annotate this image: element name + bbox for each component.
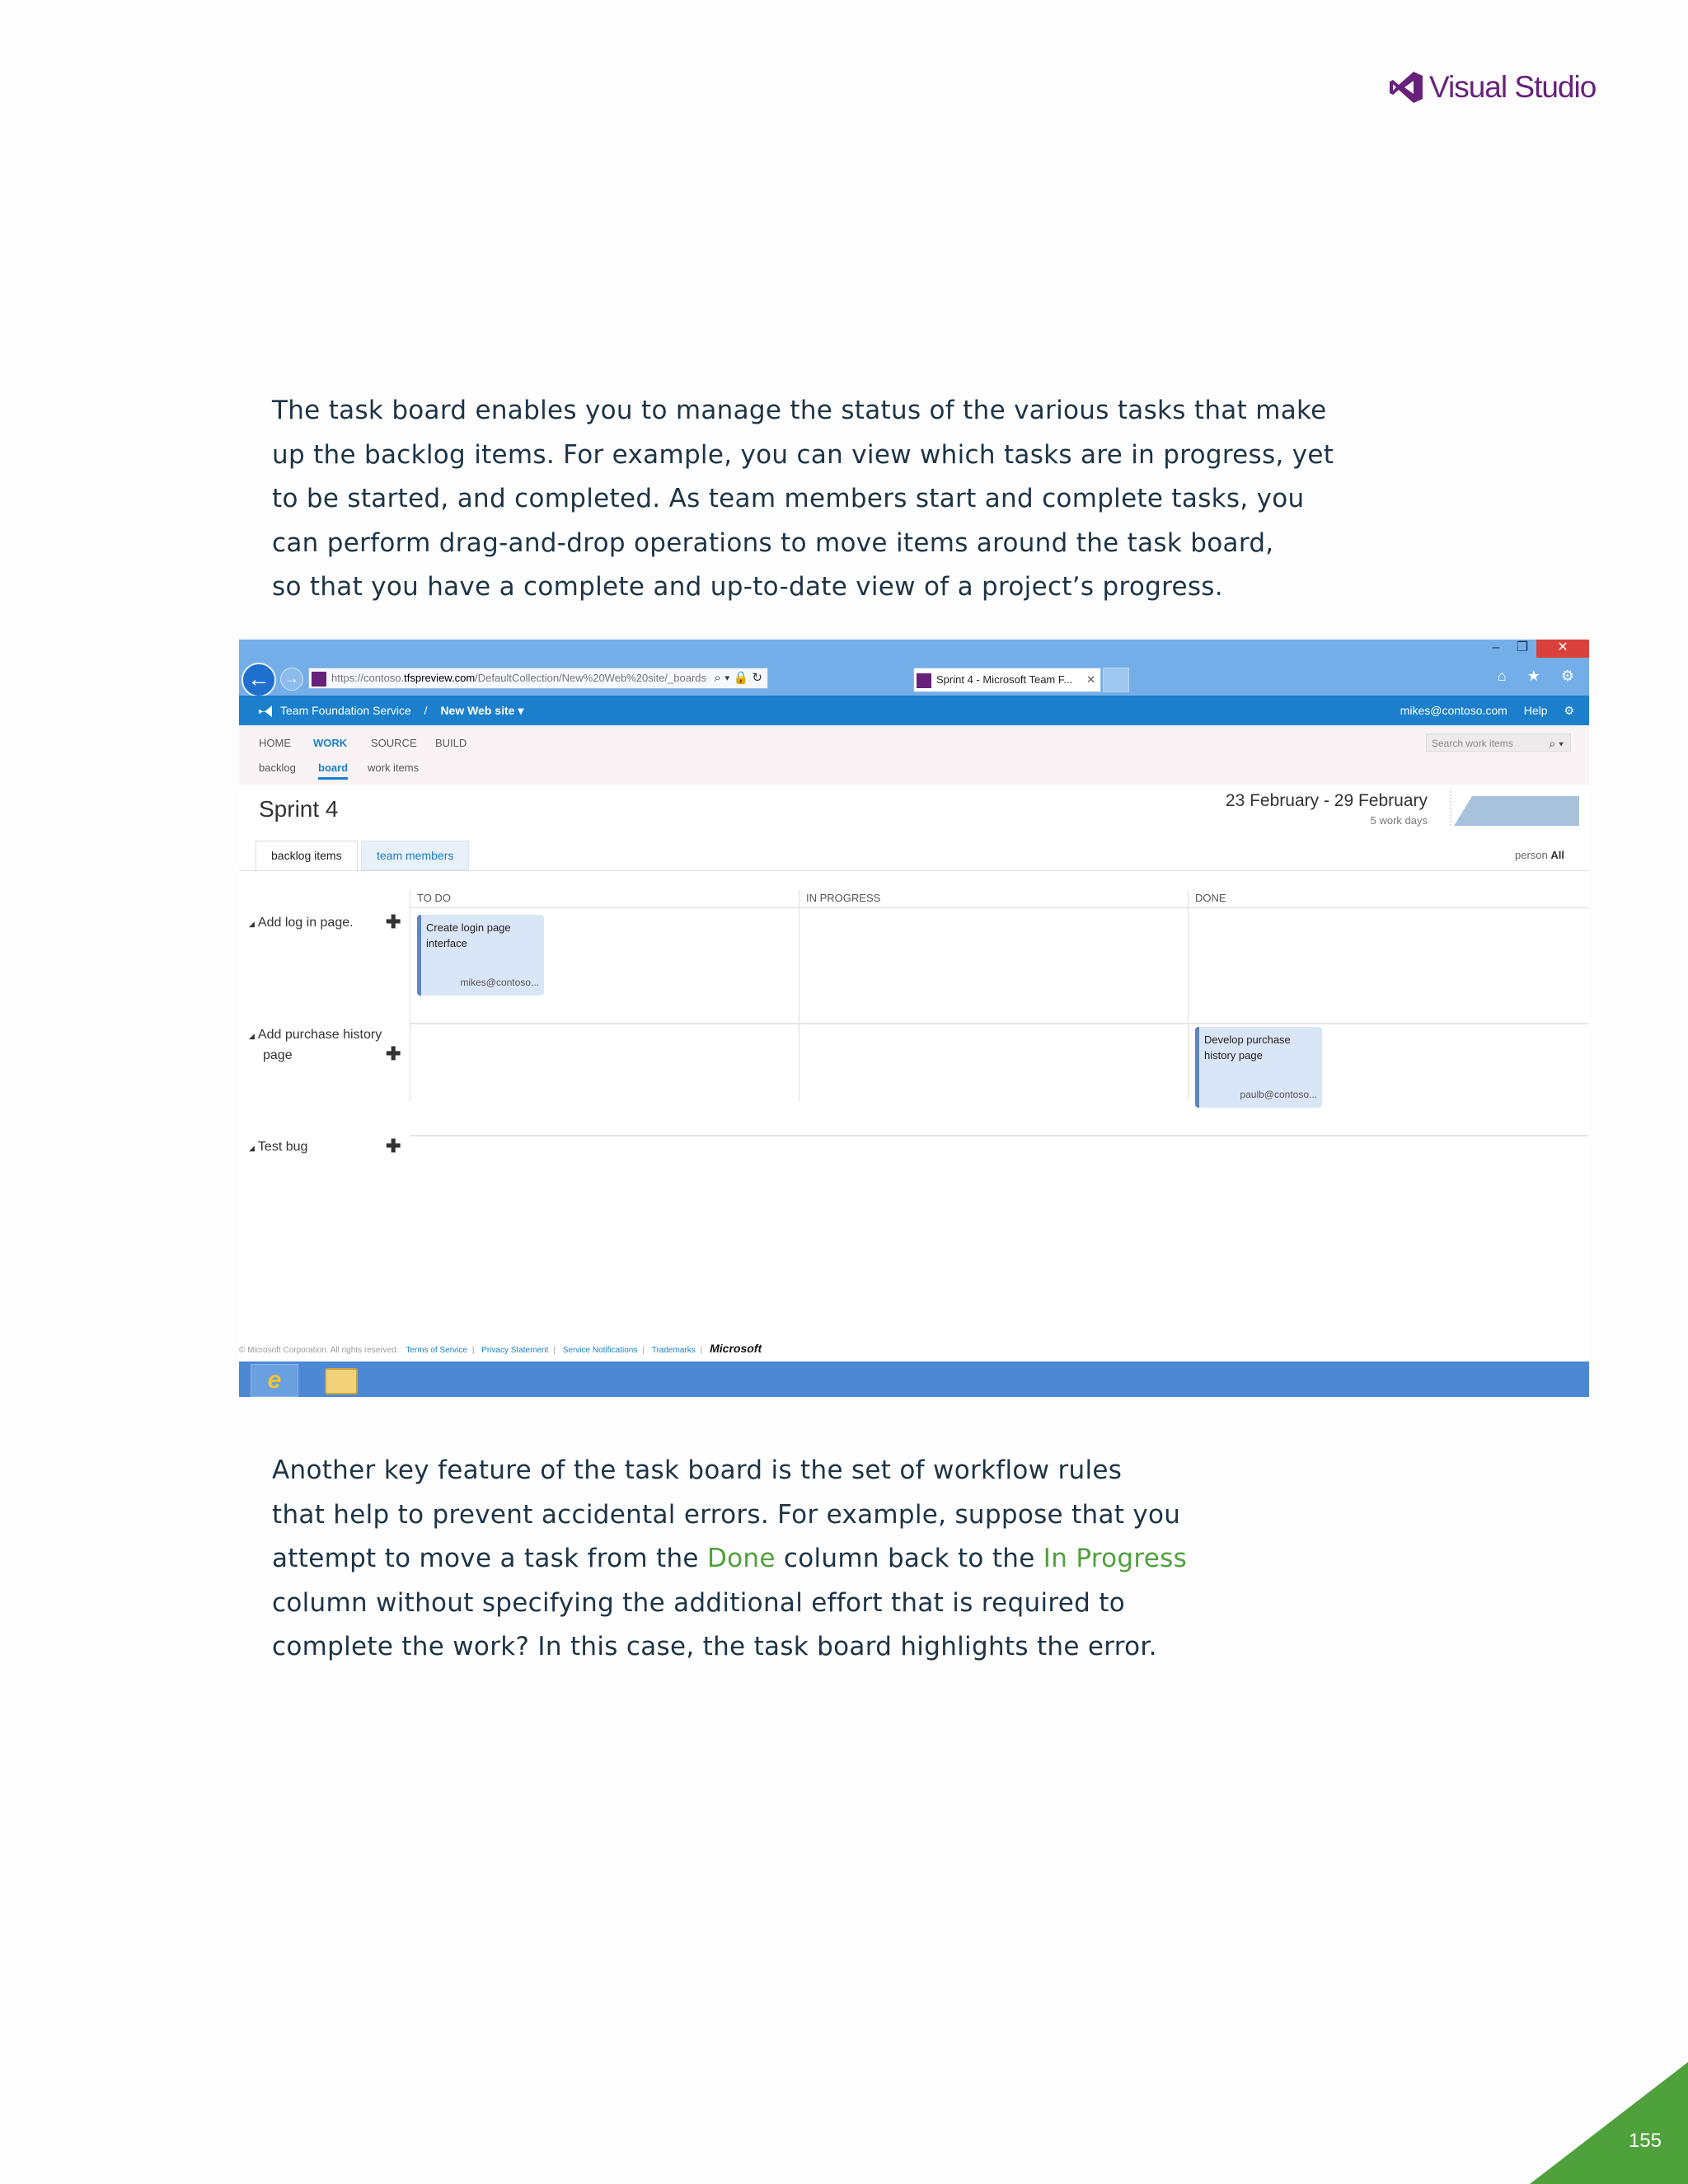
windows-taskbar — [239, 1361, 1589, 1397]
brand-name: Visual Studio — [1429, 70, 1597, 104]
hub-navigation — [239, 725, 1589, 785]
body-line: complete the work? In this case, the task board highlights the error. — [272, 1632, 1157, 1661]
address-bar[interactable] — [308, 668, 768, 689]
board-tabs — [239, 841, 1589, 871]
project-selector[interactable]: New Web site ▾ — [440, 704, 524, 717]
row-divider — [410, 1023, 1588, 1024]
backlog-item-title: Test bug — [257, 1140, 308, 1154]
browser-tab[interactable] — [913, 668, 1101, 692]
burndown-area — [1454, 796, 1579, 826]
intro-line: The task board enables you to manage the status of the various tasks that make — [272, 396, 1327, 425]
person-filter-value: All — [1550, 849, 1564, 861]
url-domain: tfspreview.com — [404, 672, 476, 684]
footer-separator: | — [642, 1346, 645, 1355]
subnav-board[interactable]: board — [318, 762, 348, 780]
done-highlight: Done — [706, 1544, 776, 1573]
body-text: column back to the — [775, 1544, 1043, 1573]
sprint-dates: 23 February - 29 February — [1225, 791, 1428, 810]
url-prefix: https://contoso. — [331, 672, 405, 684]
body-line — [272, 1537, 1368, 1582]
task-card-title: interface — [426, 937, 467, 949]
page-corner-triangle — [1530, 2062, 1688, 2184]
microsoft-logo: Microsoft — [710, 1342, 762, 1355]
task-board-screenshot — [239, 640, 1589, 1397]
body-line: column without specifying the additional effort that is required to — [272, 1587, 1125, 1618]
subnav-work-items[interactable]: work items — [368, 762, 420, 774]
sprint-work-days: 5 work days — [1370, 814, 1428, 827]
copyright-text: © Microsoft Corporation. All rights reserved. — [239, 1346, 399, 1355]
back-arrow-icon[interactable]: ← — [241, 663, 276, 697]
body-line: that help to prevent accidental errors. For example, suppose that you — [272, 1499, 1181, 1530]
tfs-favicon-icon — [312, 672, 326, 687]
user-account[interactable]: mikes@contoso.com — [1400, 704, 1507, 717]
tab-team-members[interactable]: team members — [361, 841, 469, 870]
search-work-items-input[interactable] — [1426, 733, 1571, 752]
page-number: 155 — [1628, 2130, 1662, 2152]
breadcrumb-separator: / — [424, 704, 428, 717]
person-filter-label: person — [1515, 849, 1548, 861]
task-card-owner: mikes@contoso... — [460, 977, 539, 988]
backlog-item-title: Add purchase history — [257, 1028, 382, 1042]
burndown-chart-thumbnail[interactable] — [1449, 791, 1581, 826]
browser-tab-title: Sprint 4 - Microsoft Team F... — [936, 673, 1073, 686]
intro-line: so that you have a complete and up-to-date view of a project’s progress. — [272, 572, 1223, 602]
browser-title-bar — [239, 640, 1589, 696]
task-card-title: history page — [1204, 1049, 1263, 1062]
privacy-link[interactable]: Privacy Statement — [481, 1346, 549, 1355]
minimize-button[interactable]: – — [1492, 640, 1500, 654]
forward-arrow-icon[interactable]: → — [280, 668, 303, 691]
column-header-todo: TO DO — [417, 892, 451, 904]
url-path: /DefaultCollection/New%20Web%20site/_boards — [475, 672, 707, 684]
internet-explorer-icon[interactable]: e — [251, 1364, 298, 1397]
tab-backlog-items[interactable]: backlog items — [256, 841, 358, 870]
backlog-item-row[interactable] — [249, 1137, 307, 1158]
task-card[interactable] — [417, 915, 544, 996]
task-card-owner: paulb@contoso... — [1240, 1089, 1317, 1100]
column-header-in-progress: IN PROGRESS — [806, 892, 881, 904]
footer-separator: | — [700, 1346, 703, 1355]
column-divider — [1188, 890, 1189, 1101]
vs-mini-icon — [259, 705, 272, 717]
row-divider — [410, 1135, 1588, 1137]
sprint-title: Sprint 4 — [259, 796, 339, 822]
in-progress-highlight: In Progress — [1043, 1544, 1188, 1573]
service-name[interactable]: Team Foundation Service — [280, 704, 411, 717]
restore-button[interactable]: ❐ — [1516, 640, 1529, 654]
new-tab-button[interactable] — [1103, 668, 1129, 692]
person-filter[interactable] — [1515, 849, 1564, 861]
footer-separator: | — [553, 1346, 556, 1355]
body-line: Another key feature of the task board is the set of workflow rules — [272, 1455, 1123, 1485]
tab-close-icon[interactable]: ✕ — [1086, 673, 1095, 686]
intro-line: to be started, and completed. As team members start and complete tasks, you — [272, 484, 1305, 513]
add-task-plus-icon[interactable]: ✚ — [386, 912, 401, 932]
intro-paragraph — [272, 389, 1368, 610]
collapse-arrow-icon[interactable]: ◢ — [249, 920, 255, 928]
nav-build[interactable]: BUILD — [435, 737, 467, 749]
collapse-arrow-icon[interactable]: ◢ — [249, 1144, 255, 1152]
workflow-paragraph — [272, 1449, 1368, 1670]
body-text: attempt to move a task from the — [272, 1544, 707, 1573]
service-notifications-link[interactable]: Service Notifications — [562, 1346, 638, 1355]
address-tools-icon[interactable]: ⌕ ▾ 🔒 ↻ — [714, 671, 762, 685]
close-button[interactable]: ✕ — [1536, 640, 1589, 658]
add-task-plus-icon[interactable]: ✚ — [386, 1043, 401, 1064]
nav-home[interactable]: HOME — [259, 737, 291, 749]
terms-link[interactable]: Terms of Service — [406, 1346, 467, 1355]
header-divider — [410, 907, 1588, 908]
task-card-title: Develop purchase — [1204, 1033, 1291, 1046]
tfs-favicon-icon — [917, 673, 931, 688]
trademarks-link[interactable]: Trademarks — [651, 1346, 696, 1355]
help-link[interactable]: Help — [1523, 704, 1548, 717]
tfs-header-bar — [239, 696, 1589, 725]
column-header-done: DONE — [1195, 892, 1226, 904]
visual-studio-icon — [1388, 69, 1424, 105]
site-footer — [239, 1342, 762, 1355]
search-icon[interactable]: ⌕ ▾ — [1549, 737, 1564, 750]
backlog-item-row[interactable] — [249, 1025, 382, 1066]
nav-source[interactable]: SOURCE — [371, 737, 417, 749]
settings-gear-icon[interactable]: ⚙ — [1564, 704, 1574, 717]
collapse-arrow-icon[interactable]: ◢ — [249, 1032, 255, 1040]
backlog-item-title: page — [263, 1048, 293, 1062]
task-card[interactable] — [1195, 1027, 1322, 1108]
backlog-item-row[interactable] — [249, 913, 354, 934]
search-placeholder: Search work items — [1432, 738, 1513, 749]
intro-line: can perform drag-and-drop operations to move items around the task board, — [272, 527, 1274, 558]
backlog-item-title: Add log in page. — [257, 916, 354, 930]
browser-tools-icons[interactable]: ⌂ ★ ⚙ — [1497, 668, 1582, 684]
nav-work[interactable]: WORK — [313, 737, 348, 749]
file-explorer-folder-icon[interactable] — [325, 1368, 358, 1394]
task-card-title: Create login page — [426, 921, 511, 934]
add-task-plus-icon[interactable]: ✚ — [386, 1136, 401, 1156]
intro-line: up the backlog items. For example, you can view which tasks are in progress, yet — [272, 439, 1334, 470]
subnav-backlog[interactable]: backlog — [259, 762, 296, 774]
footer-separator: | — [471, 1346, 475, 1355]
brand-logo — [1388, 69, 1596, 105]
